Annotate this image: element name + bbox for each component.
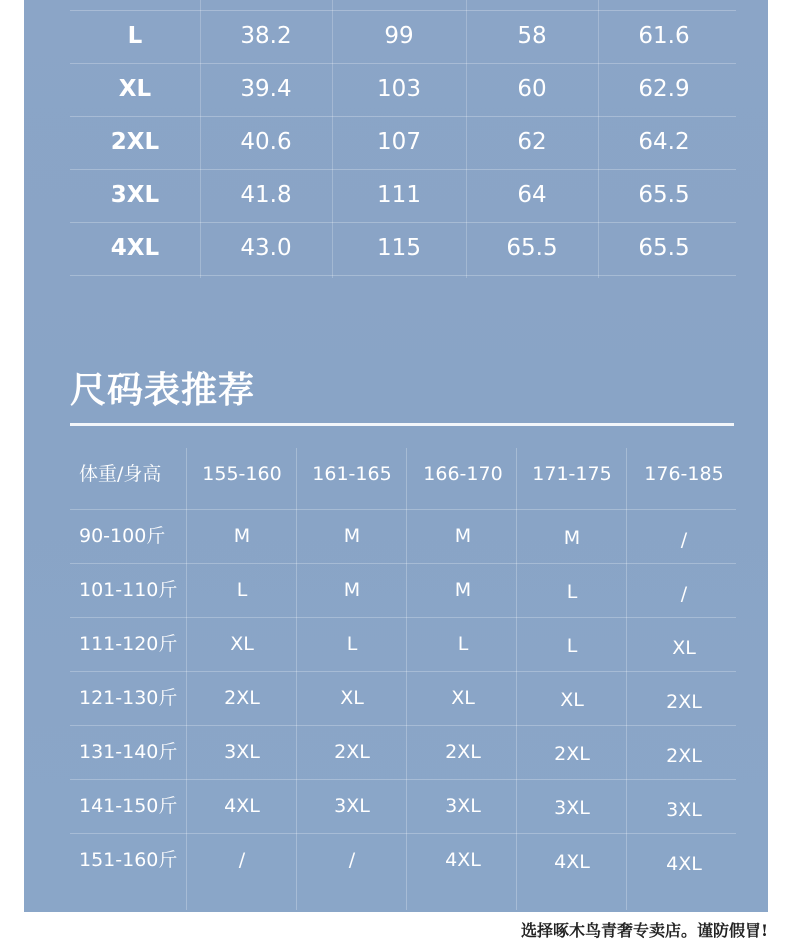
measurement-size-label: 2XL	[110, 129, 160, 155]
measurement-value: 61.6	[638, 23, 690, 49]
recommend-size-cell: /	[348, 849, 356, 871]
recommend-size-cell: 2XL	[666, 691, 702, 713]
recommend-size-cell: L	[236, 579, 248, 601]
recommend-size-cell: 2XL	[554, 743, 590, 765]
recommend-size-cell: 2XL	[224, 687, 260, 709]
recommend-column-divider	[406, 448, 407, 910]
recommend-size-cell: XL	[230, 633, 254, 655]
recommend-row-divider	[70, 833, 736, 834]
recommend-size-cell: XL	[340, 687, 364, 709]
measurement-value: 65.5	[506, 235, 558, 261]
measurement-value: 99	[384, 23, 414, 49]
recommend-size-cell: /	[680, 529, 688, 551]
measurement-value: 64	[517, 182, 547, 208]
page-title: 尺码表推荐	[70, 370, 256, 411]
recommend-size-cell: 3XL	[334, 795, 370, 817]
recommend-size-cell: 2XL	[334, 741, 370, 763]
recommend-row-divider	[70, 779, 736, 780]
recommend-weight-label: 141-150斤	[79, 795, 178, 817]
measurement-size-label: 3XL	[110, 182, 160, 208]
recommend-column-divider	[626, 448, 627, 910]
recommend-row-divider	[70, 563, 736, 564]
recommend-row-divider	[70, 509, 736, 510]
recommend-size-cell: XL	[560, 689, 584, 711]
footer-notice: 选择啄木鸟青奢专卖店。谨防假冒!	[520, 921, 768, 940]
measurement-value: 65.5	[638, 235, 690, 261]
measurement-value: 58	[517, 23, 547, 49]
recommend-height-header: 161-165	[312, 463, 392, 485]
recommend-size-cell: M	[233, 525, 251, 547]
recommend-corner-header: 体重/身高	[79, 463, 162, 485]
title-divider	[70, 423, 734, 426]
recommend-size-cell: 4XL	[554, 851, 590, 873]
recommend-height-header: 155-160	[202, 463, 282, 485]
recommend-weight-label: 111-120斤	[79, 633, 178, 655]
recommend-size-cell: /	[680, 583, 688, 605]
recommend-size-cell: M	[343, 579, 361, 601]
recommend-size-cell: L	[566, 635, 578, 657]
recommend-size-cell: 4XL	[445, 849, 481, 871]
recommend-column-divider	[516, 448, 517, 910]
recommend-weight-label: 151-160斤	[79, 849, 178, 871]
recommend-size-cell: M	[343, 525, 361, 547]
recommend-weight-label: 121-130斤	[79, 687, 178, 709]
recommend-weight-label: 131-140斤	[79, 741, 178, 763]
recommend-size-cell: XL	[672, 637, 696, 659]
recommend-size-cell: 3XL	[666, 799, 702, 821]
recommend-size-cell: 3XL	[445, 795, 481, 817]
measurement-value: 38.2	[240, 23, 292, 49]
recommend-size-cell: M	[454, 525, 472, 547]
recommend-size-cell: L	[457, 633, 469, 655]
measurement-value: 62	[517, 129, 547, 155]
recommend-size-cell: 4XL	[224, 795, 260, 817]
measurement-size-label: XL	[118, 76, 152, 102]
measurement-value: 115	[377, 235, 421, 261]
recommend-column-divider	[186, 448, 187, 910]
measurement-value: 64.2	[638, 129, 690, 155]
measurement-size-label: 4XL	[110, 235, 160, 261]
recommend-size-cell: 3XL	[554, 797, 590, 819]
recommend-size-cell: M	[563, 527, 581, 549]
measurement-value: 65.5	[638, 182, 690, 208]
recommend-row-divider	[70, 617, 736, 618]
recommend-weight-label: 90-100斤	[79, 525, 166, 547]
recommend-size-cell: XL	[451, 687, 475, 709]
measurement-row-divider	[70, 275, 736, 276]
measurement-value: 103	[377, 76, 421, 102]
measurement-value: 111	[377, 182, 421, 208]
measurement-value: 107	[377, 129, 421, 155]
recommend-size-cell: 2XL	[445, 741, 481, 763]
recommend-size-cell: 3XL	[224, 741, 260, 763]
recommend-size-cell: 2XL	[666, 745, 702, 767]
recommend-size-cell: /	[238, 849, 246, 871]
measurement-value: 39.4	[240, 76, 292, 102]
recommend-size-cell: L	[566, 581, 578, 603]
measurement-value: 62.9	[638, 76, 690, 102]
recommend-row-divider	[70, 725, 736, 726]
recommend-height-header: 171-175	[532, 463, 612, 485]
measurement-value: 43.0	[240, 235, 292, 261]
recommend-column-divider	[296, 448, 297, 910]
recommend-height-header: 166-170	[423, 463, 503, 485]
recommend-size-cell: 4XL	[666, 853, 702, 875]
recommend-row-divider	[70, 671, 736, 672]
measurement-value: 41.8	[240, 182, 292, 208]
measurement-value: 60	[517, 76, 547, 102]
measurement-size-label: L	[127, 23, 143, 49]
recommend-height-header: 176-185	[644, 463, 724, 485]
recommend-size-cell: M	[454, 579, 472, 601]
measurement-value: 40.6	[240, 129, 292, 155]
recommend-weight-label: 101-110斤	[79, 579, 178, 601]
recommend-size-cell: L	[346, 633, 358, 655]
